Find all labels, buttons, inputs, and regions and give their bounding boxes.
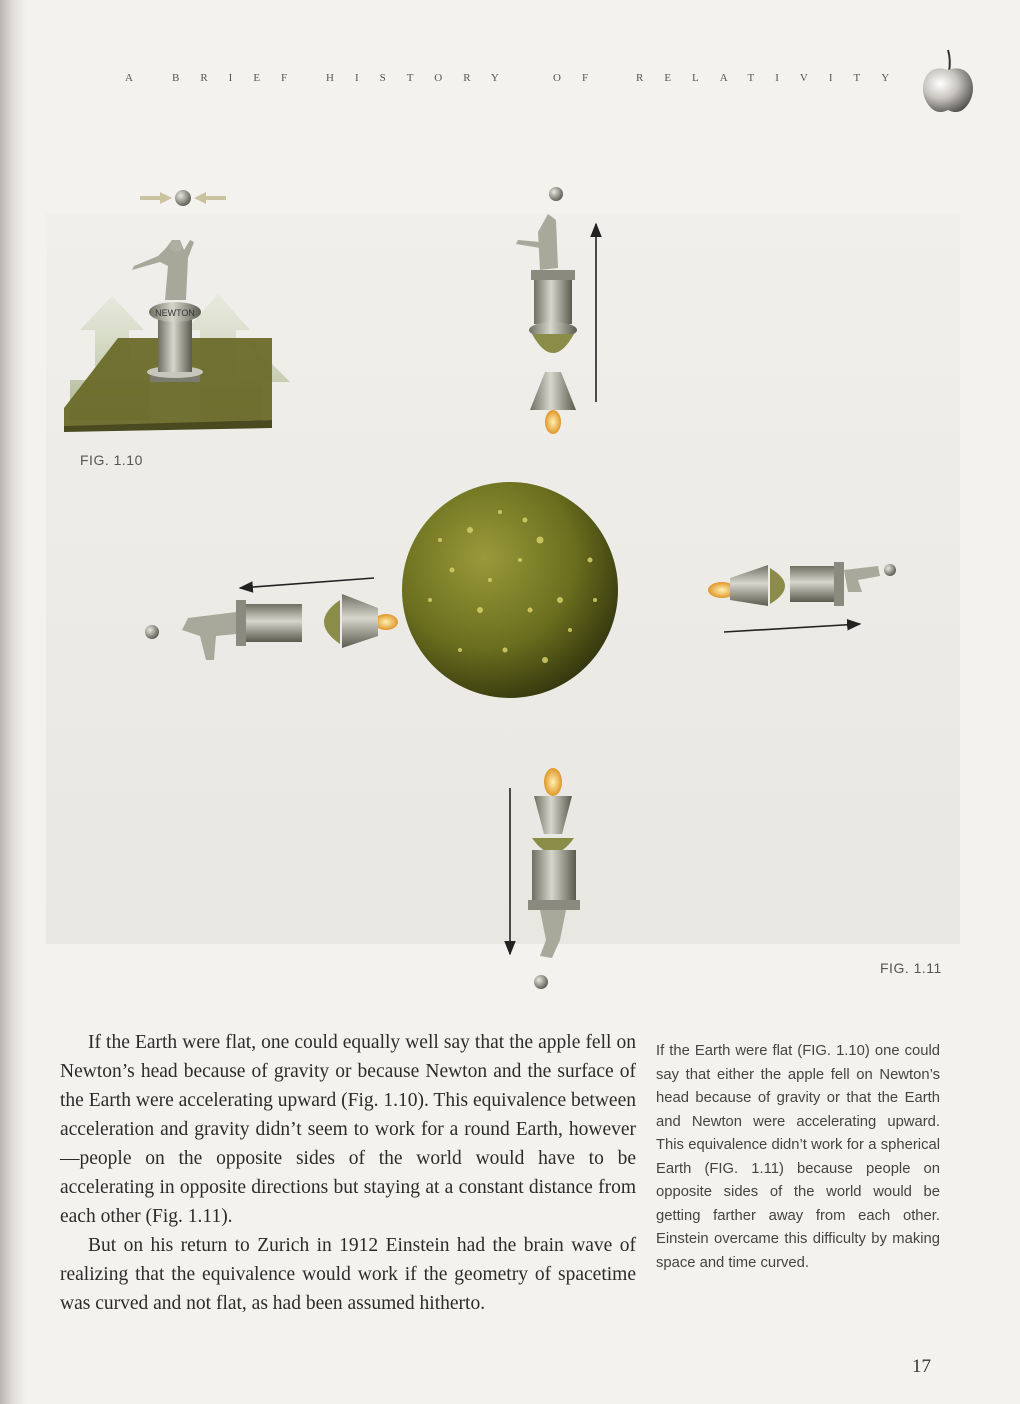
body-text [60,1028,636,1318]
pedestal-label: NEWTON [155,308,195,318]
fig-1-11-illustration [145,187,896,989]
sidebar-note [656,1040,940,1275]
sidebar-text: If the Earth were flat (FIG. 1.10) one could say that either the apple fell on Newton’s head because of gravity or that the Earth and Newton were accelerating upward. This equivalence didn’t work for a spherical Earth (FIG. 1.11) because people on opposite sides of the world would be getting farther away from each other. Einstein overcame this difficulty by making space and time curved. [656,1043,940,1271]
fig-1-11-caption: FIG. 1.11 [880,960,942,976]
page-number: 17 [912,1356,931,1377]
running-head-word: RELATIVITY [636,72,911,84]
earth-sphere [402,482,618,698]
fig-1-10-illustration [64,190,290,432]
paragraph: If the Earth were flat, one could equally well say that the apple fell on Newton’s head because of gravity or because Newton and the surface of the Earth were accelerating upward (Fig. 1.10). This equivalence between acceleration and gravity didn’t seem to work for a round Earth, however—people on the opposite sides of the world would have to be accelerating in opposite directions but staying at a constant distance from each other (Fig. 1.11). [60,1032,636,1227]
paragraph: But on his return to Zurich in 1912 Einstein had the brain wave of realizing that the equivalence would work if the geometry of spacetime was curved and not flat, as had been assumed hitherto. [60,1235,636,1314]
fig-1-10-caption: FIG. 1.10 [80,452,143,468]
running-head-word: OF [553,72,610,84]
running-head-word: BRIEF [172,72,309,84]
running-head-word: HISTORY [326,72,520,84]
running-head-word: A [125,72,154,84]
